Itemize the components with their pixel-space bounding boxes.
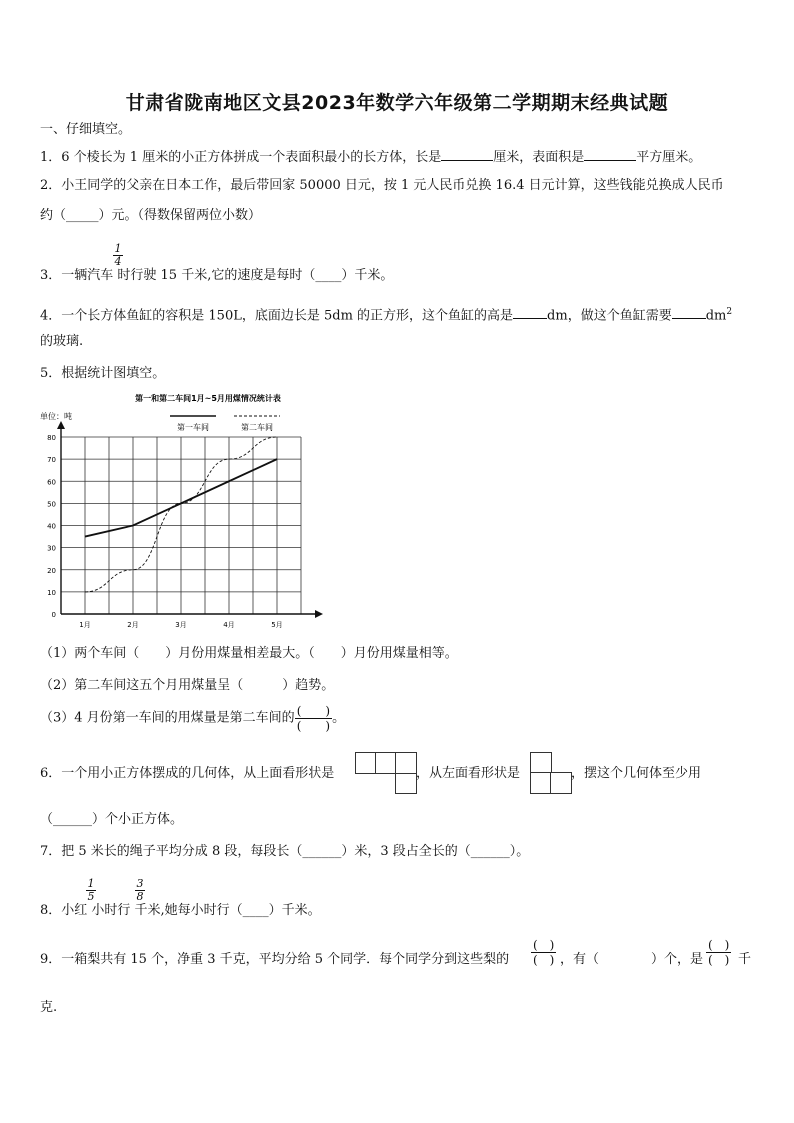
y-tick-label: 10 — [47, 588, 56, 597]
q5-s3-text-a: （3）4 月份第一车间的用煤量是第二车间的 — [40, 710, 295, 726]
question-8: 8．小红 小时行 千米,她每小时行（____）千米。 — [40, 903, 321, 918]
legend-label-series-2: 第二车间 — [241, 423, 273, 432]
q9-text-c: 千 — [738, 952, 752, 967]
question-2-line1: 2．小王同学的父亲在日本工作，最后带回家 50000 日元，按 1 元人民币兑换 16.4 日元计算，这些钱能兑换成人民币 — [40, 178, 724, 193]
chart-unit-label: 单位：吨 — [40, 412, 72, 421]
q1-blank-2[interactable] — [584, 148, 636, 161]
question-9-line2: 克. — [40, 1000, 58, 1015]
y-tick-label: 70 — [47, 456, 56, 465]
page-title: 甘肃省陇南地区文县2023年数学六年级第二学期期末经典试题 — [125, 92, 669, 114]
question-5: 5．根据统计图填空。 — [40, 366, 166, 381]
q8-fraction-2 — [135, 878, 145, 903]
q9-frac2-num: ( ) — [708, 938, 730, 952]
q1-text-b: 厘米，表面积是 — [493, 150, 585, 165]
q6-text-a: 6．一个用小正方体摆成的几何体，从上面看形状是 — [40, 766, 335, 781]
q1-text-c: 平方厘米。 — [636, 150, 702, 165]
q3-frac-den: 4 — [114, 255, 122, 268]
y-tick-label: 80 — [47, 434, 56, 442]
q6-text-c: ，摆这个几何体至少用 — [571, 766, 702, 781]
q3-frac-num: 1 — [114, 242, 122, 255]
q8-fraction-1 — [86, 878, 96, 903]
question-7: 7．把 5 米长的绳子平均分成 8 段，每段长（______）米，3 段占全长的（______）。 — [40, 844, 530, 859]
legend-label-series-1: 第一车间 — [177, 423, 209, 432]
x-tick-label: 3月 — [175, 621, 187, 629]
q3-fraction — [113, 243, 123, 268]
q5-s3-den: ( ) — [296, 719, 331, 733]
x-tick-label: 1月 — [79, 621, 91, 629]
q1-blank-1[interactable] — [441, 148, 493, 161]
q6-text-b: ，从左面看形状是 — [416, 766, 521, 781]
q4-text-c: dm — [705, 308, 727, 324]
y-tick-label: 20 — [47, 566, 56, 575]
top-view-square-2 — [375, 752, 397, 774]
question-4 — [40, 304, 732, 324]
x-tick-label: 5月 — [271, 621, 283, 629]
y-tick-label: 30 — [47, 544, 56, 553]
chart-title: 第一和第二车间1月~5月用煤情况统计表 — [135, 394, 281, 403]
q9-fraction-1[interactable] — [531, 938, 556, 967]
question-5-sub-2: （2）第二车间这五个月用煤量呈（ ）趋势。 — [40, 678, 335, 693]
x-tick-label: 2月 — [127, 621, 139, 629]
q9-frac1-den: ( ) — [533, 953, 555, 967]
top-view-square-3 — [395, 772, 417, 794]
q8-frac2-den: 8 — [136, 890, 144, 903]
q4-blank-2[interactable] — [672, 306, 706, 319]
y-tick-label: 0 — [51, 611, 56, 619]
q4-blank-1[interactable] — [513, 306, 547, 319]
question-2-line2: 约（_____）元。（得数保留两位小数） — [40, 208, 262, 223]
top-view-square-1 — [355, 752, 377, 774]
q4-sup: 2 — [726, 307, 733, 317]
y-axis-arrow-icon — [57, 421, 65, 429]
q5-s3-num: ( ) — [296, 704, 331, 718]
q4-text-b: dm，做这个鱼缸需要 — [547, 308, 672, 324]
y-tick-label: 40 — [47, 522, 56, 531]
q8-frac2-num: 3 — [136, 877, 144, 890]
q9-frac1-num: ( ) — [533, 938, 555, 952]
q8-frac1-den: 5 — [87, 890, 95, 903]
q5-s3-text-b: 。 — [332, 710, 346, 726]
y-tick-label: 50 — [47, 500, 56, 509]
q9-fraction-2[interactable] — [706, 938, 731, 967]
left-view-square-3 — [550, 772, 572, 794]
question-6-line2: （______）个小正方体。 — [40, 812, 184, 827]
y-tick-label: 60 — [47, 478, 56, 487]
q5-s3-fraction[interactable] — [295, 704, 332, 733]
top-view-square-4 — [395, 752, 417, 774]
x-tick-label: 4月 — [223, 621, 235, 629]
question-3: 3．一辆汽车 时行驶 15 千米,它的速度是每时（____）千米。 — [40, 268, 394, 283]
coal-usage-chart — [30, 388, 340, 638]
left-view-square-2 — [530, 772, 552, 794]
q9-text-a: 9．一箱梨共有 15 个，净重 3 千克，平均分给 5 个同学．每个同学分到这些梨的 — [40, 952, 510, 967]
question-4-line2: 的玻璃. — [40, 334, 84, 349]
q4-text-a: 4．一个长方体鱼缸的容积是 150L，底面边长是 5dm 的正方形，这个鱼缸的高是 — [40, 308, 514, 324]
question-1 — [40, 148, 701, 166]
question-5-sub-1: （1）两个车间（ ）月份用煤量相差最大。（ ）月份用煤量相等。 — [40, 646, 458, 661]
x-axis-arrow-icon — [315, 610, 323, 618]
q1-text-a: 1．6 个棱长为 1 厘米的小正方体拼成一个表面积最小的长方体，长是 — [40, 150, 442, 165]
q9-frac2-den: ( ) — [708, 953, 730, 967]
q9-text-b: ，有（ ）个，是 — [560, 952, 704, 967]
q8-frac1-num: 1 — [87, 877, 95, 890]
left-view-square-1 — [530, 752, 552, 774]
question-5-sub-3 — [40, 704, 345, 733]
section-heading: 一、仔细填空。 — [40, 122, 132, 137]
